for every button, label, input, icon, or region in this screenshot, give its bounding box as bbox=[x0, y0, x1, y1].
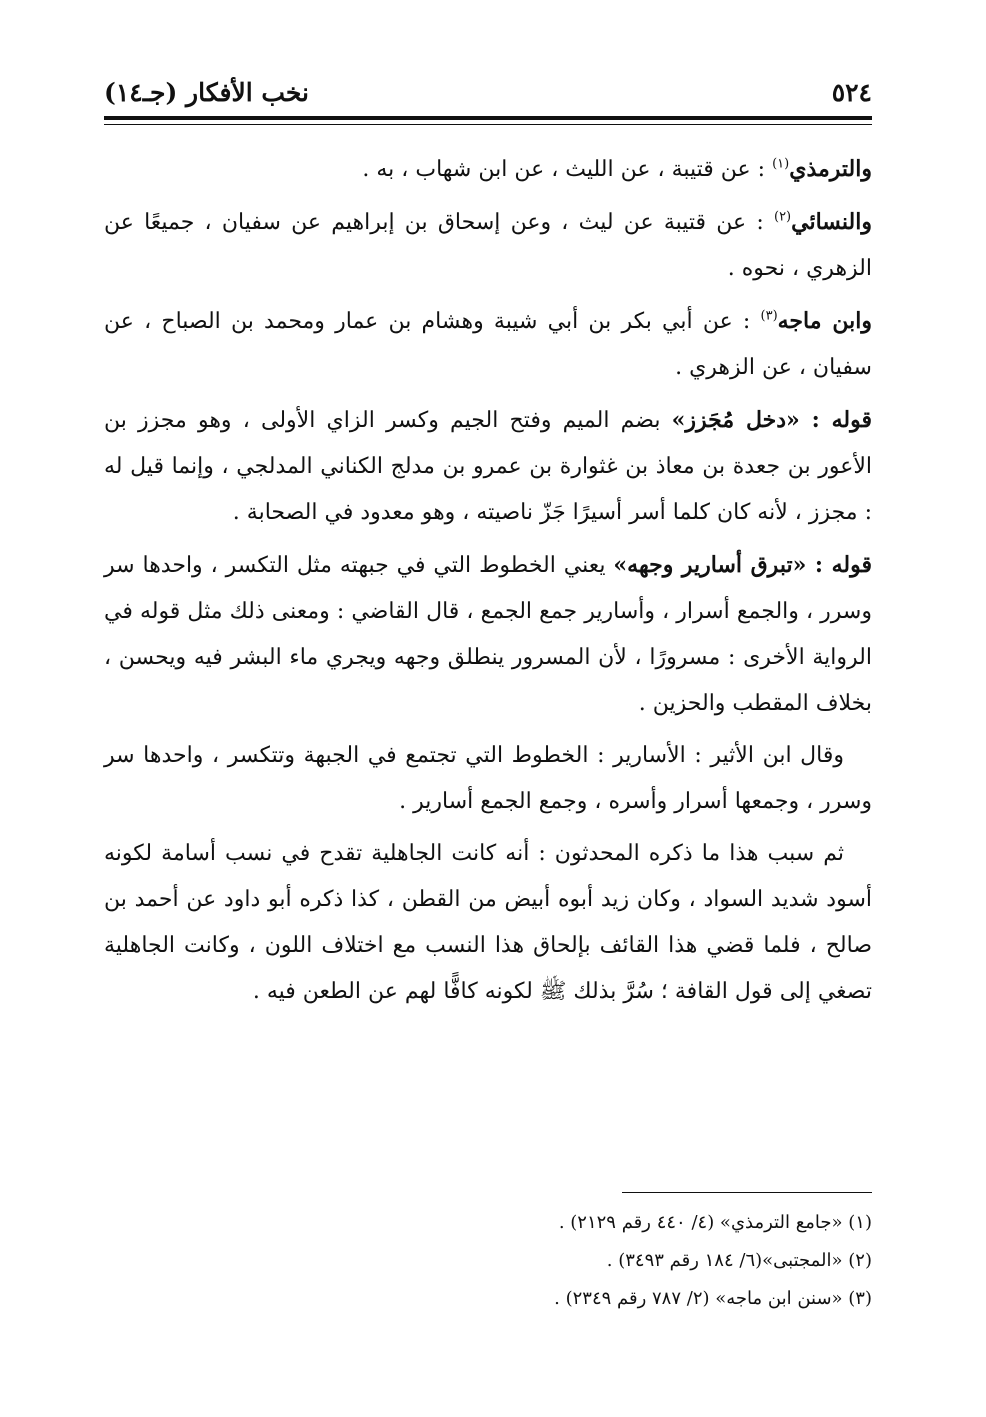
header-rule-thick bbox=[104, 116, 872, 120]
paragraph-text: : عن أبي بكر بن أبي شيبة وهشام بن عمار ومحمد بن الصباح ، عن سفيان ، عن الزهري . bbox=[104, 309, 872, 380]
paragraph-text: بضم الميم وفتح الجيم وكسر الزاي الأولى ، وهو مجزز بن الأعور بن جعدة بن معاذ بن غثوارة بن عمرو بن مدلج الكناني المدلجي ، وإنما قيل له : مجزز ، لأنه كان كلما أسر أسيرًا جَزّ ناصيته ، وهو معدود في الصحابة . bbox=[104, 408, 872, 525]
paragraph bbox=[104, 146, 872, 193]
paragraph bbox=[104, 397, 872, 536]
footnote: (٢) «المجتبى»(٦/ ١٨٤ رقم ٣٤٩٣) . bbox=[606, 1250, 872, 1271]
main-text bbox=[104, 146, 872, 1021]
running-title: نخب الأفكار (جـ١٤) bbox=[104, 77, 310, 107]
paragraph-lead: قوله : «تبرق أسارير وجهه» bbox=[613, 552, 872, 578]
paragraph bbox=[104, 298, 872, 391]
paragraph-text: وقال ابن الأثير : الأسارير : الخطوط التي تجتمع في الجبهة وتتكسر ، واحدها سر وسرر ، وجمعها أسرار وأسره ، وجمع الجمع أسارير . bbox=[104, 743, 872, 814]
footnote-reference[interactable]: (٢) bbox=[773, 209, 792, 225]
paragraph-text: ثم سبب هذا ما ذكره المحدثون : أنه كانت الجاهلية تقدح في نسب أسامة لكونه أسود شديد السواد ، وكان زيد أبوه أبيض من القطن ، كذا ذكره أبو داود عن أحمد بن صالح ، فلما قضي هذا القائف بإلحاق هذا النسب مع اختلاف اللون ، وكانت الجاهلية تصغي إلى قول القافة ؛ سُرَّ بذلك ﷺ لكونه كافًّا لهم عن الطعن فيه . bbox=[104, 841, 872, 1004]
page-number: ٥٢٤ bbox=[831, 77, 872, 107]
paragraph-lead: والترمذي bbox=[789, 156, 872, 182]
paragraph bbox=[104, 733, 872, 825]
paragraph-lead: وابن ماجه bbox=[777, 308, 872, 334]
footnote-reference[interactable]: (٣) bbox=[760, 308, 778, 324]
footnote: (١) «جامع الترمذي» (٤/ ٤٤٠ رقم ٢١٢٩) . bbox=[558, 1212, 872, 1233]
footnote: (٣) «سنن ابن ماجه» (٢/ ٧٨٧ رقم ٢٣٤٩) . bbox=[554, 1288, 872, 1309]
paragraph-text: يعني الخطوط التي في جبهته مثل التكسر ، واحدها سر وسرر ، والجمع أسرار ، وأسارير جمع الجمع ، قال القاضي : ومعنى ذلك مثل قوله في الرواية الأخرى : مسرورًا ، لأن المسرور ينطلق وجهه ويجري ماء البشر فيه ويحسن ، بخلاف المقطب والحزين . bbox=[104, 553, 872, 716]
page-header bbox=[104, 70, 872, 114]
header-rule-thin bbox=[104, 124, 872, 125]
footnote-separator bbox=[622, 1192, 872, 1193]
paragraph-lead: والنسائي bbox=[791, 209, 872, 235]
paragraph-lead: قوله : «دخل مُجَزز» bbox=[671, 407, 872, 433]
paragraph-text: : عن قتيبة عن ليث ، وعن إسحاق بن إبراهيم عن سفيان ، جميعًا عن الزهري ، نحوه . bbox=[104, 210, 872, 281]
footnote-reference[interactable]: (١) bbox=[772, 156, 790, 172]
paragraph bbox=[104, 831, 872, 1015]
paragraph-text: : عن قتيبة ، عن الليث ، عن ابن شهاب ، به . bbox=[362, 157, 773, 182]
paragraph bbox=[104, 199, 872, 292]
footnotes bbox=[104, 1206, 872, 1320]
paragraph bbox=[104, 542, 872, 727]
